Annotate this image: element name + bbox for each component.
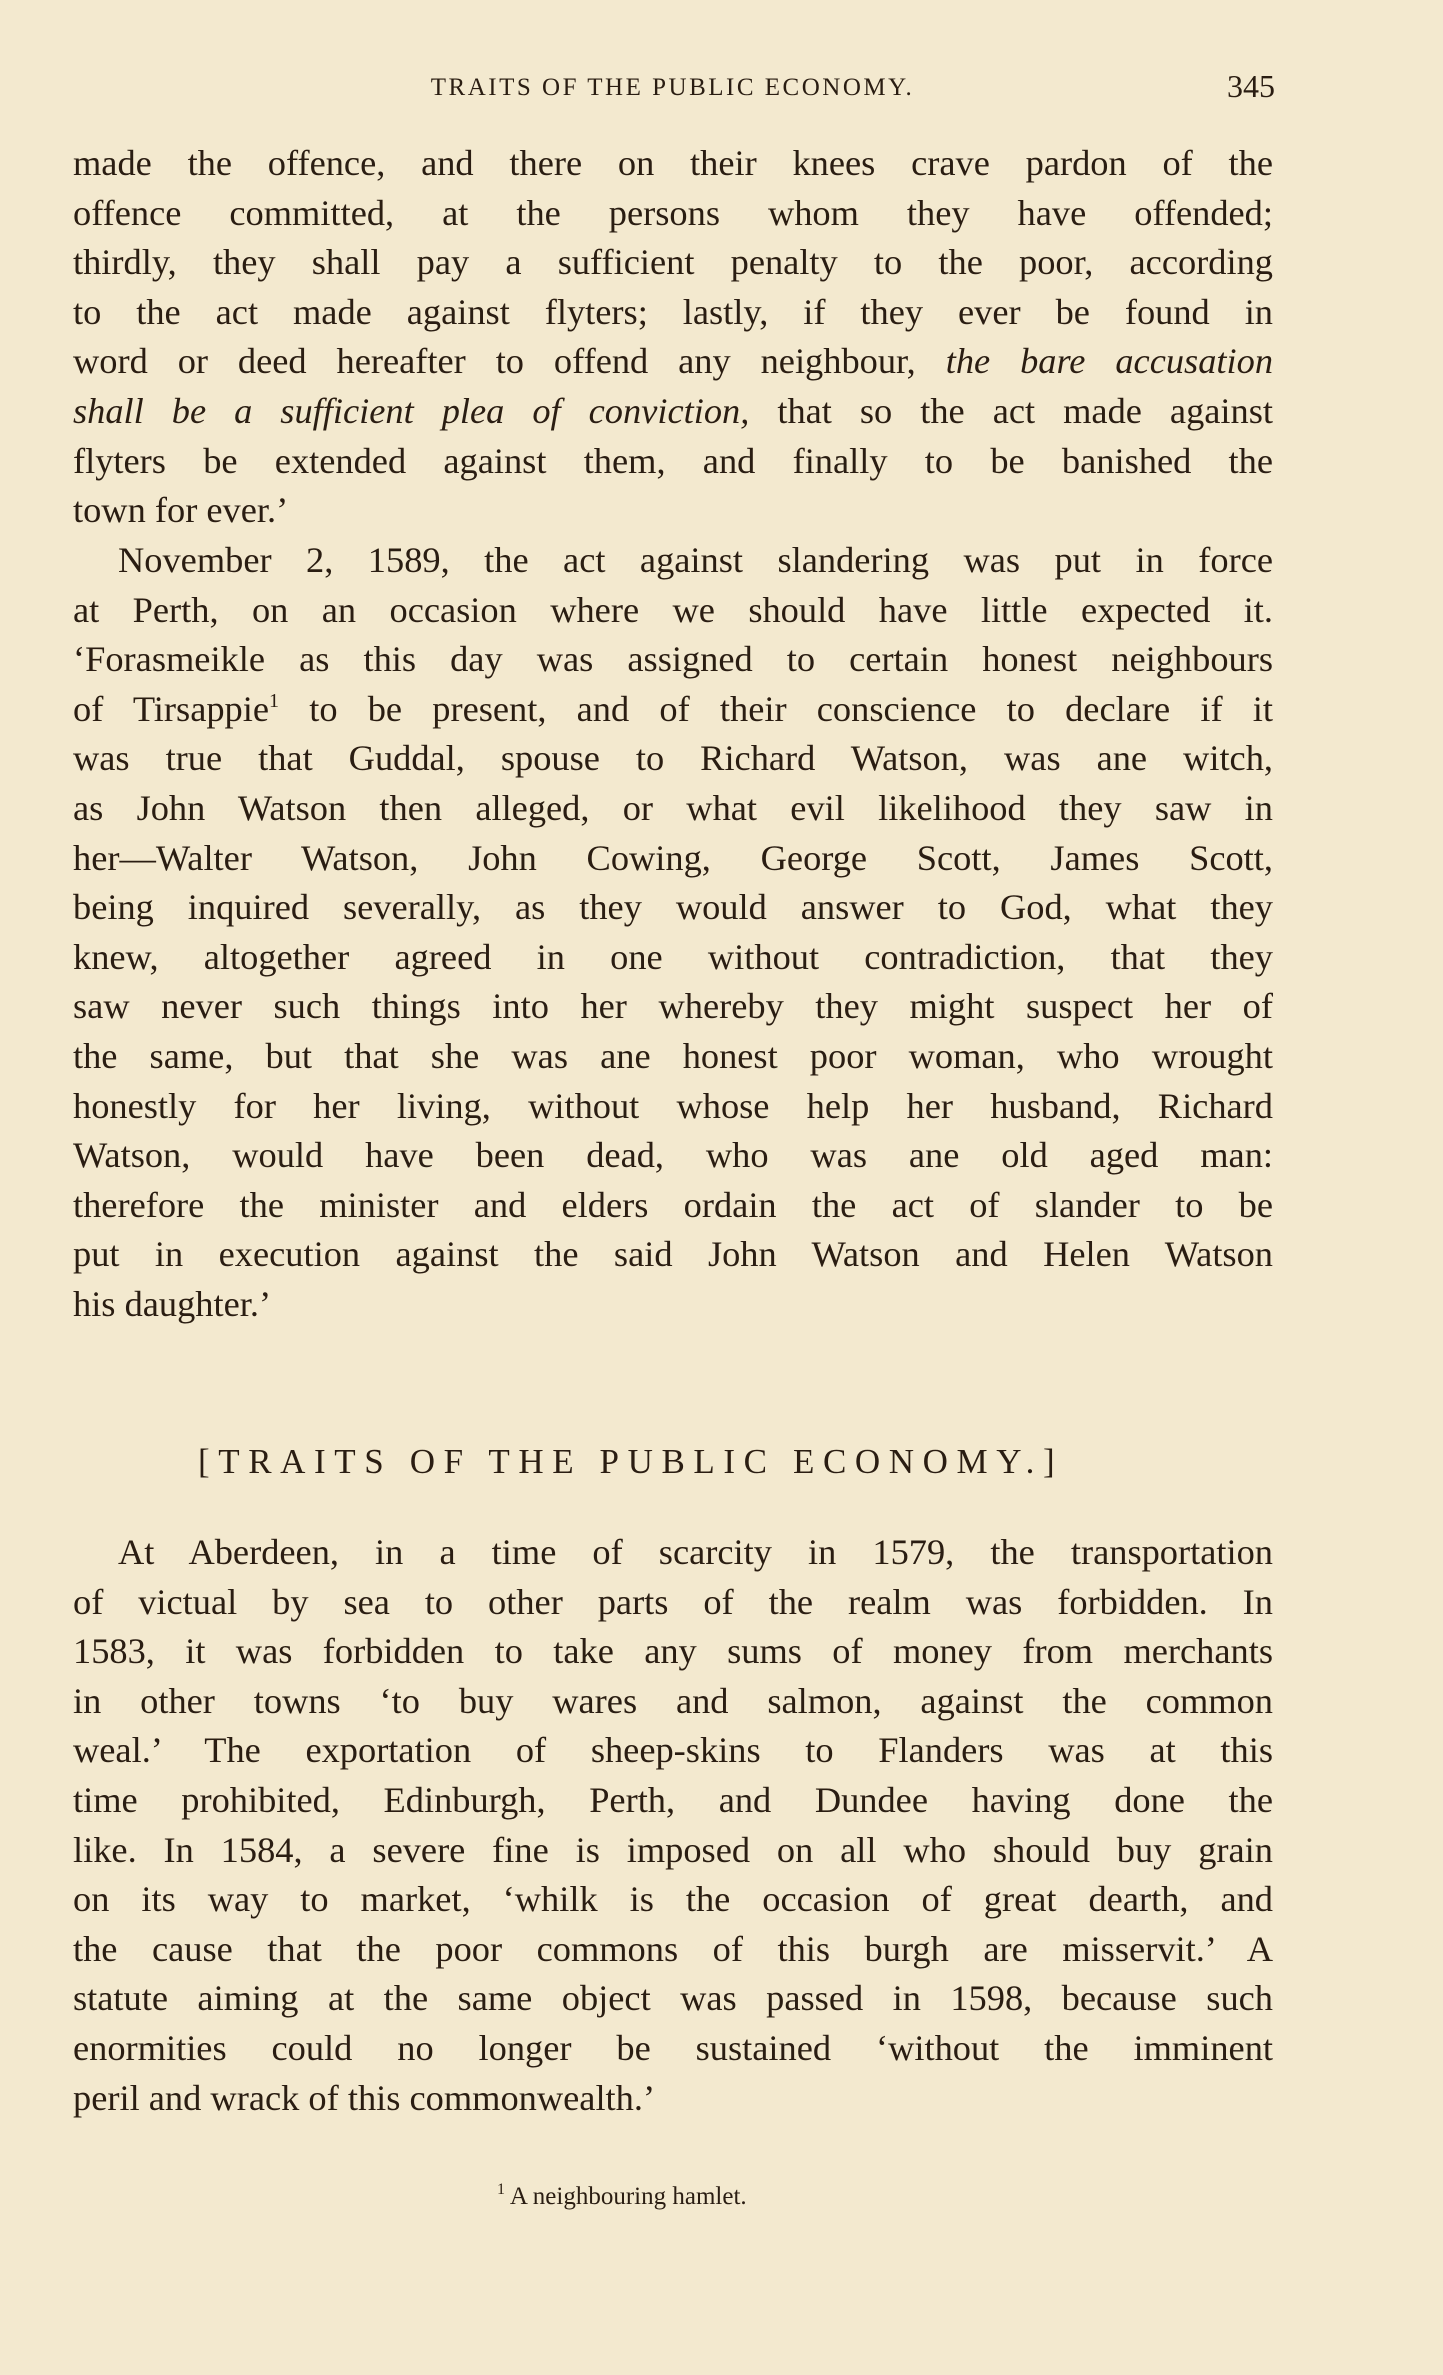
text-line [73,387,1273,437]
footnote-marker: 1 [497,2181,505,2198]
italic-emphasis: the bare accusation [945,341,1274,382]
text-line: 1583, it was forbidden to take any sums of money from merchants [73,1631,1273,1672]
text-line: ‘Forasmeikle as this day was assigned to certain honest neighbours [73,639,1273,680]
text-segment: to be present, and of their conscience to declare if it [309,688,1273,729]
text-line: to the act made against flyters; lastly, if they ever be found in [73,291,1273,332]
text-line [73,685,1273,735]
italic-emphasis: shall be a sufficient plea of conviction, [73,390,750,431]
text-line: on its way to market, ‘whilk is the occasion of great dearth, and [73,1879,1273,1920]
text-line: peril and wrack of this commonwealth.’ [73,2077,656,2118]
running-head [70,68,1275,112]
text-line: of victual by sea to other parts of the realm was forbidden. In [73,1581,1273,1622]
text-line: put in execution against the said John Watson and Helen Watson [73,1234,1273,1275]
text-line: honestly for her living, without whose help her husband, Richard [73,1085,1273,1126]
text-line: At Aberdeen, in a time of scarcity in 1579, the transportation [118,1532,1273,1572]
text-segment: that so the act made against [777,390,1273,431]
paragraph-continuation [73,139,1273,536]
text-line: at Perth, on an occasion where we should have little expected it. [73,589,1273,630]
text-line: in other towns ‘to buy wares and salmon, against the common [73,1680,1273,1721]
text-line: his daughter.’ [73,1283,272,1324]
text-line: as John Watson then alleged, or what evil likelihood they saw in [73,787,1273,828]
paragraph-economy [73,1528,1273,2123]
text-line: saw never such things into her whereby they might suspect her of [73,986,1273,1027]
text-line: weal.’ The exportation of sheep-skins to Flanders was at this [73,1730,1273,1771]
text-segment: of Tirsappie [73,688,269,729]
text-line: Watson, would have been dead, who was ane old aged man: [73,1135,1273,1176]
text-line [73,337,1273,387]
text-line: like. In 1584, a severe fine is imposed on all who should buy grain [73,1829,1273,1870]
footnote-reference: 1 [269,689,279,712]
text-line: thirdly, they shall pay a sufficient penalty to the poor, according [73,242,1273,283]
text-line: offence committed, at the persons whom they have offended; [73,192,1273,233]
text-line: made the offence, and there on their knees crave pardon of the [73,143,1273,183]
footnote [497,2183,747,2211]
text-line: was true that Guddal, spouse to Richard Watson, was ane witch, [73,738,1273,779]
text-line: November 2, 1589, the act against slandering was put in force [118,540,1273,580]
paragraph-slander [73,536,1273,1330]
text-line: the cause that the poor commons of this burgh are misservit.’ A [73,1928,1273,1969]
text-line: knew, altogether agreed in one without contradiction, that they [73,936,1273,977]
text-line: her—Walter Watson, John Cowing, George Scott, James Scott, [73,837,1273,878]
running-title: TRAITS OF THE PUBLIC ECONOMY. [430,74,915,101]
text-line: enormities could no longer be sustained ‘without the imminent [73,2027,1273,2068]
text-line: therefore the minister and elders ordain the act of slander to be [73,1184,1273,1225]
text-line: statute aiming at the same object was passed in 1598, because such [73,1978,1273,2019]
text-line: town for ever.’ [73,490,289,531]
text-segment: word or deed hereafter to offend any neighbour, [73,341,916,382]
footnote-text: A neighbouring hamlet. [509,2183,747,2210]
text-line: time prohibited, Edinburgh, Perth, and Dundee having done the [73,1779,1273,1820]
text-line: flyters be extended against them, and finally to be banished the [73,440,1273,481]
section-heading: [TRAITS OF THE PUBLIC ECONOMY.] [198,1442,1064,1481]
page-number: 345 [1227,68,1275,104]
text-line: being inquired severally, as they would answer to God, what they [73,887,1273,928]
text-line: the same, but that she was ane honest poor woman, who wrought [73,1035,1273,1076]
